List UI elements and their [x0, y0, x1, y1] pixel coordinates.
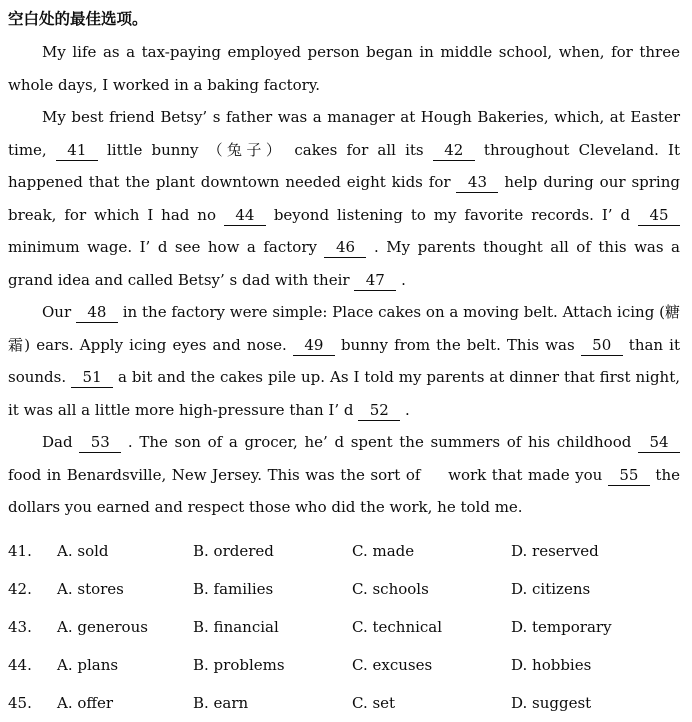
paragraph-text: throughout Cleveland. It happened that the plant downtown needed eight kids for: [8, 140, 680, 191]
paragraph-text: the dollars you earned and respect those who did the work, he told me.: [8, 465, 680, 516]
paragraph-text: My life as a tax-paying employed person began in middle school, when, for three whole days, I worked in a baking factory.: [8, 43, 680, 94]
option-B: B. financial: [193, 617, 279, 636]
option-C: C. technical: [352, 617, 443, 636]
passage: [8, 36, 680, 524]
paragraph-text: food in Benardsville, New Jersey. This was the sort of work that made you: [8, 465, 608, 484]
options-table: [8, 532, 680, 722]
paragraph-text: in the factory were simple: Place cakes on a moving belt. Attach icing (糖霜) ears. Apply icing eyes and nose.: [8, 303, 680, 354]
blank-52: 52: [358, 401, 400, 421]
paragraph-text: little bunny （兔子） cakes for all its: [97, 140, 433, 159]
blank-45: 45: [638, 206, 680, 226]
blank-48: 48: [76, 303, 118, 323]
paragraph-text: than it sounds.: [8, 335, 680, 386]
paragraph-text: Dad: [42, 433, 80, 451]
question-row-43: [8, 608, 680, 646]
option-C: C. excuses: [352, 655, 433, 674]
paragraph-text: a bit and the cakes pile up. As I told my parents at dinner that first night, it was all a little more high-pressure than I’ d: [8, 368, 680, 419]
question-number: 41.: [8, 541, 32, 560]
paragraph-text: .: [396, 270, 406, 289]
option-B: B. ordered: [193, 541, 274, 560]
blank-46: 46: [324, 238, 366, 258]
option-C: C. made: [352, 541, 415, 560]
blank-55: 55: [608, 466, 650, 486]
option-B: B. problems: [193, 655, 285, 674]
question-number: 45.: [8, 693, 32, 712]
option-D: D. reserved: [511, 541, 599, 560]
paragraph-text: . The son of a grocer, he’ d spent the summers of his childhood: [121, 433, 639, 451]
paragraph-text: .: [400, 400, 410, 419]
paragraph-1: [8, 36, 680, 101]
section-heading: 空白处的最佳选项。: [8, 9, 148, 28]
question-row-41: [8, 532, 680, 570]
option-B: B. families: [193, 579, 274, 598]
option-A: A. sold: [57, 541, 109, 560]
blank-53: 53: [79, 433, 121, 453]
paragraph-text: . My parents thought all of this was a grand idea and called Betsy’ s dad with their: [8, 238, 680, 289]
option-C: C. schools: [352, 579, 429, 598]
option-D: D. temporary: [511, 617, 612, 636]
paragraph-3: [8, 296, 680, 426]
question-number: 43.: [8, 617, 32, 636]
paragraph-text: beyond listening to my favorite records. I’ d: [265, 205, 638, 224]
paragraph-text: help during our spring break, for which I had no: [8, 173, 680, 224]
option-B: B. earn: [193, 693, 249, 712]
blank-54: 54: [638, 433, 680, 453]
option-D: D. hobbies: [511, 655, 592, 674]
option-A: A. stores: [57, 579, 124, 598]
blank-41: 41: [56, 141, 98, 161]
paragraph-text: My best friend Betsy’ s father was a manager at Hough Bakeries, which, at Easter time,: [8, 108, 680, 159]
question-row-45: [8, 684, 680, 722]
question-row-42: [8, 570, 680, 608]
option-D: D. suggest: [511, 693, 592, 712]
option-A: A. plans: [57, 655, 119, 674]
blank-44: 44: [224, 206, 266, 226]
blank-49: 49: [293, 336, 335, 356]
paragraph-text: bunny from the belt. This was: [334, 335, 581, 354]
question-number: 44.: [8, 655, 32, 674]
blank-47: 47: [354, 271, 396, 291]
option-A: A. offer: [57, 693, 114, 712]
blank-42: 42: [433, 141, 475, 161]
option-C: C. set: [352, 693, 396, 712]
blank-50: 50: [581, 336, 623, 356]
blank-43: 43: [456, 173, 498, 193]
paragraph-2: [8, 101, 680, 296]
option-A: A. generous: [57, 617, 148, 636]
paragraph-text: Our: [42, 303, 76, 321]
option-D: D. citizens: [511, 579, 591, 598]
question-row-44: [8, 646, 680, 684]
paragraph-text: minimum wage. I’ d see how a factory: [8, 238, 325, 256]
paragraph-4: [8, 426, 680, 524]
blank-51: 51: [71, 368, 113, 388]
question-number: 42.: [8, 579, 32, 598]
